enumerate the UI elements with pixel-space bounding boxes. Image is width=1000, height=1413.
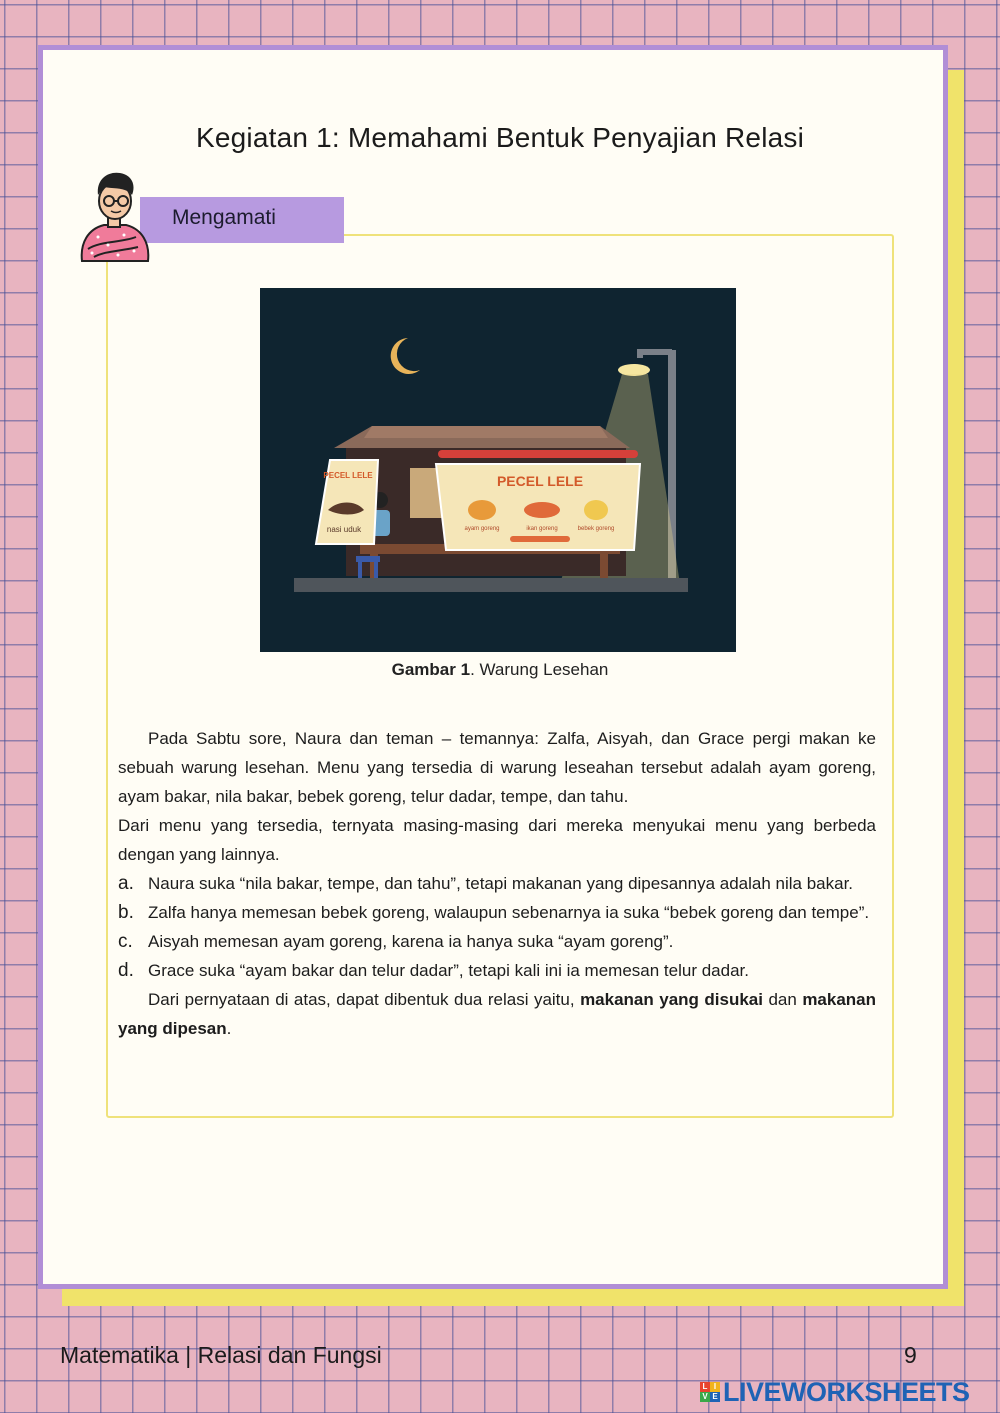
conclusion-text-1: Dari pernyataan di atas, dapat dibentuk dua relasi yaitu, <box>148 990 581 1009</box>
conclusion-text-2: dan <box>762 990 803 1009</box>
liveworksheets-mark-icon <box>700 1382 720 1402</box>
liveworksheets-logo[interactable] <box>700 1377 970 1407</box>
mark-letter: V <box>700 1392 710 1402</box>
paragraph-intro: Pada Sabtu sore, Naura dan teman – temannya: Zalfa, Aisyah, dan Grace pergi makan ke sebuah warung lesehan. Menu yang tersedia di warung leseahan tersebut adalah ayam goreng, ayam bakar, nila bakar, bebek goreng, telur dadar, tempe, dan tahu. <box>118 729 876 806</box>
paragraph-conclusion <box>118 985 876 1043</box>
liveworksheets-text: LIVEWORKSHEETS <box>723 1376 970 1407</box>
page-number: 9 <box>904 1342 917 1368</box>
figure-caption <box>0 660 1000 680</box>
statement-list <box>118 869 876 985</box>
page-title: Kegiatan 1: Memahami Bentuk Penyajian Relasi <box>195 122 805 153</box>
paragraph-menu: Dari menu yang tersedia, ternyata masing-masing dari mereka menyukai menu yang berbeda dengan yang lainnya. <box>118 816 876 864</box>
relation-ordered: makanan yang dipesan <box>118 990 877 1038</box>
list-item <box>118 869 876 898</box>
list-marker: a. <box>118 873 134 894</box>
relation-liked: makanan yang disukai <box>580 990 763 1009</box>
list-item <box>118 956 876 985</box>
caption-label: Gambar 1 <box>391 660 471 679</box>
list-item-text: Grace suka “ayam bakar dan telur dadar”, tetapi kali ini ia memesan telur dadar. <box>148 961 749 980</box>
list-marker: b. <box>118 902 134 923</box>
menu-item-3: bebek goreng <box>577 526 615 532</box>
body-text <box>118 724 876 1043</box>
list-item <box>118 898 876 927</box>
list-item-text: Aisyah memesan ayam goreng, karena ia hanya suka “ayam goreng”. <box>148 932 674 951</box>
boy-avatar-icon <box>74 165 156 265</box>
warung-illustration <box>260 288 736 652</box>
menu-item-1: ayam goreng <box>464 526 500 532</box>
main-banner-title: PECEL LELE <box>496 473 584 489</box>
mark-letter: E <box>710 1392 720 1402</box>
list-item-text: Naura suka “nila bakar, tempe, dan tahu”, tetapi makanan yang dipesannya adalah nila bakar. <box>148 874 854 893</box>
list-item <box>118 927 876 956</box>
list-marker: d. <box>118 960 134 981</box>
list-item-text: Zalfa hanya memesan bebek goreng, walaupun sebenarnya ia suka “bebek goreng dan tempe”. <box>148 903 870 922</box>
section-tab-label: Mengamati <box>172 206 276 229</box>
caption-text: . Warung Lesehan <box>470 660 609 679</box>
side-banner-item: nasi uduk <box>326 525 362 534</box>
side-banner-title: PECEL LELE <box>323 471 373 480</box>
menu-item-2: ikan goreng <box>526 526 558 532</box>
mark-letter: I <box>710 1382 720 1392</box>
conclusion-text-3: . <box>226 1019 232 1038</box>
list-marker: c. <box>118 931 133 952</box>
footer-subject: Matematika | Relasi dan Fungsi <box>60 1342 382 1368</box>
mark-letter: L <box>700 1382 710 1392</box>
